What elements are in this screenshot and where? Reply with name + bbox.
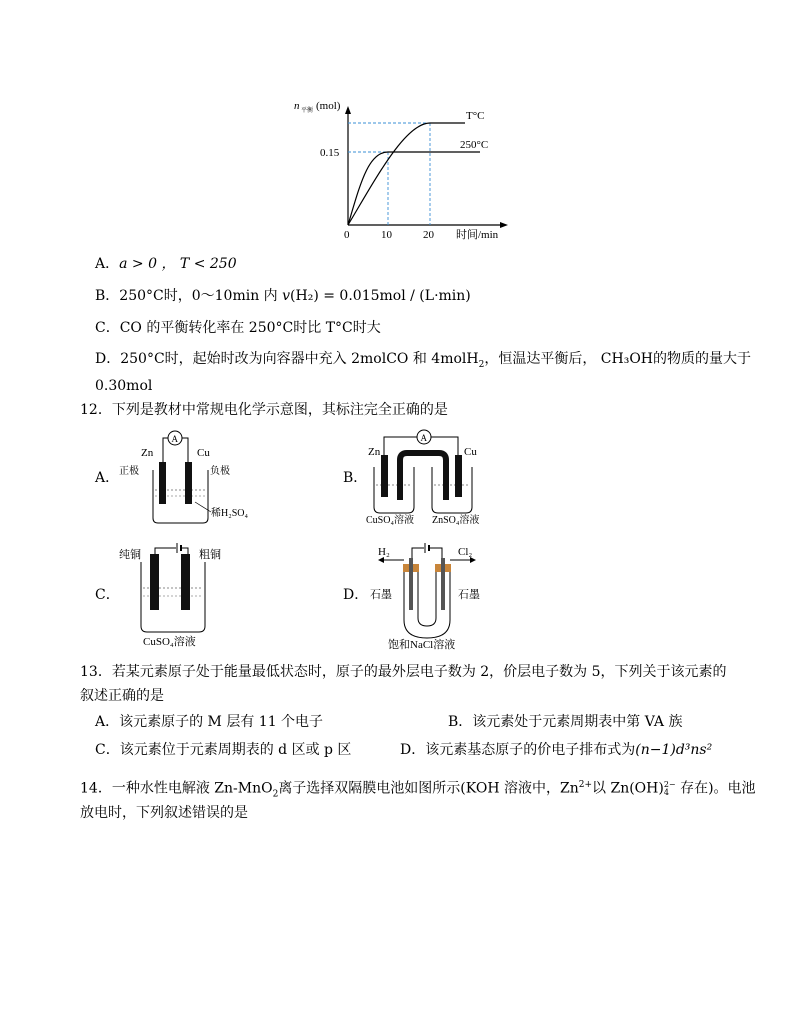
q13-option-b: B．该元素处于元素周期表中第 VA 族 — [448, 714, 683, 730]
q13-stem-line1: 13．若某元素原子处于能量最低状态时，原子的最外层电子数为 2，价层电子数为 5，下列关于该元素的 — [80, 664, 727, 680]
svg-text:纯铜: 纯铜 — [119, 549, 141, 561]
beaker-right — [432, 467, 472, 513]
graphite-left — [409, 558, 413, 610]
svg-text:稀H₂SO₄: 稀H₂SO₄ — [211, 508, 248, 519]
graphite-right — [441, 558, 445, 610]
q13-option-d: D．该元素基态原子的价电子排布式为(n−1)d³ns² — [400, 742, 713, 758]
svg-text:负极: 负极 — [210, 466, 230, 477]
svg-text:Zn: Zn — [368, 446, 381, 458]
equilibrium-graph — [290, 90, 520, 240]
x-tick-0: 0 — [344, 229, 350, 240]
svg-text:H₂: H₂ — [378, 546, 390, 558]
q12-d-prefix: D． — [343, 587, 369, 603]
curve-250 — [348, 152, 480, 225]
q14-stem-line2: 放电时，下列叙述错误的是 — [80, 805, 248, 821]
cu-electrode — [455, 455, 462, 497]
svg-text:CuSO₄溶液: CuSO₄溶液 — [143, 636, 196, 648]
svg-text:正极: 正极 — [119, 466, 139, 477]
svg-text:Cu: Cu — [197, 447, 210, 459]
curve-label-250: 250°C — [460, 139, 489, 151]
svg-text:A: A — [171, 434, 178, 444]
svg-text:粗铜: 粗铜 — [199, 549, 221, 561]
q12-c-diagram — [115, 540, 265, 650]
q12-c-prefix: C． — [95, 587, 120, 603]
y-axis-label: n — [294, 100, 300, 112]
q12-a-diagram — [115, 428, 265, 528]
q13-option-c: C．该元素位于元素周期表的 d 区或 p 区 — [95, 742, 352, 758]
beaker-left — [374, 467, 414, 513]
q12-b-diagram — [362, 425, 502, 525]
svg-text:ZnSO₄溶液: ZnSO₄溶液 — [432, 515, 480, 525]
u-tube-inner — [418, 566, 436, 626]
x-axis-arrow — [500, 222, 508, 228]
cu-electrode — [185, 462, 192, 504]
y-tick-015: 0.15 — [320, 147, 340, 159]
svg-text:Zn: Zn — [141, 447, 154, 459]
q14-stem-line1: 14．一种水性电解液 Zn-MnO$_2$离子选择双隔膜电池如图所示(KOH 溶液中，$Zn^{2+}$以 Zn(OH) 2− 4 存在)。电池 — [80, 779, 756, 800]
q11-option-a: A．a > 0 ， T < 250 — [95, 256, 237, 272]
svg-text:Cl₂: Cl₂ — [458, 546, 473, 558]
svg-text:A: A — [420, 433, 427, 443]
q13-option-a: A．该元素原子的 M 层有 11 个电子 — [95, 714, 324, 730]
q12-d-diagram — [360, 540, 510, 652]
q11-option-d: D．250°C时，起始时改为向容器中充入 2molCO 和 4molH$_2$，恒温达平衡后， CH₃OH的物质的量大于 — [95, 351, 752, 370]
x-tick-20: 20 — [423, 229, 434, 240]
q12-stem: 12．下列是教材中常规电化学示意图，其标注完全正确的是 — [80, 402, 448, 418]
x-tick-10: 10 — [381, 229, 392, 240]
y-axis-arrow — [345, 106, 351, 114]
curve-label-t: T°C — [466, 110, 485, 122]
salt-bridge — [400, 453, 446, 500]
svg-text:石墨: 石墨 — [458, 589, 480, 601]
curve-t — [348, 123, 465, 225]
q12-a-prefix: A． — [95, 470, 120, 486]
q13-stem-line2: 叙述正确的是 — [80, 688, 164, 704]
y-axis-unit: (mol) — [316, 100, 341, 112]
q11-option-c: C．CO 的平衡转化率在 250°C时比 T°C时大 — [95, 320, 381, 336]
zn-electrode — [159, 462, 166, 504]
svg-text:石墨: 石墨 — [370, 589, 392, 601]
q12-b-prefix: B． — [343, 470, 368, 486]
svg-text:饱和NaCl溶液: 饱和NaCl溶液 — [388, 639, 456, 651]
pure-copper-electrode — [150, 554, 159, 610]
q11-option-b: B．250°C时，0～10min 内 v(H₂) = 0.015mol / (L·min) — [95, 288, 471, 304]
zn-electrode — [381, 455, 388, 497]
svg-text:Cu: Cu — [464, 446, 477, 458]
q11-option-d-line2: 0.30mol — [95, 378, 153, 394]
y-axis-label-sub: 平衡 — [301, 108, 314, 114]
svg-text:CuSO₄溶液: CuSO₄溶液 — [366, 515, 414, 525]
crude-copper-electrode — [181, 554, 190, 610]
x-axis-label: 时间/min — [456, 229, 499, 240]
